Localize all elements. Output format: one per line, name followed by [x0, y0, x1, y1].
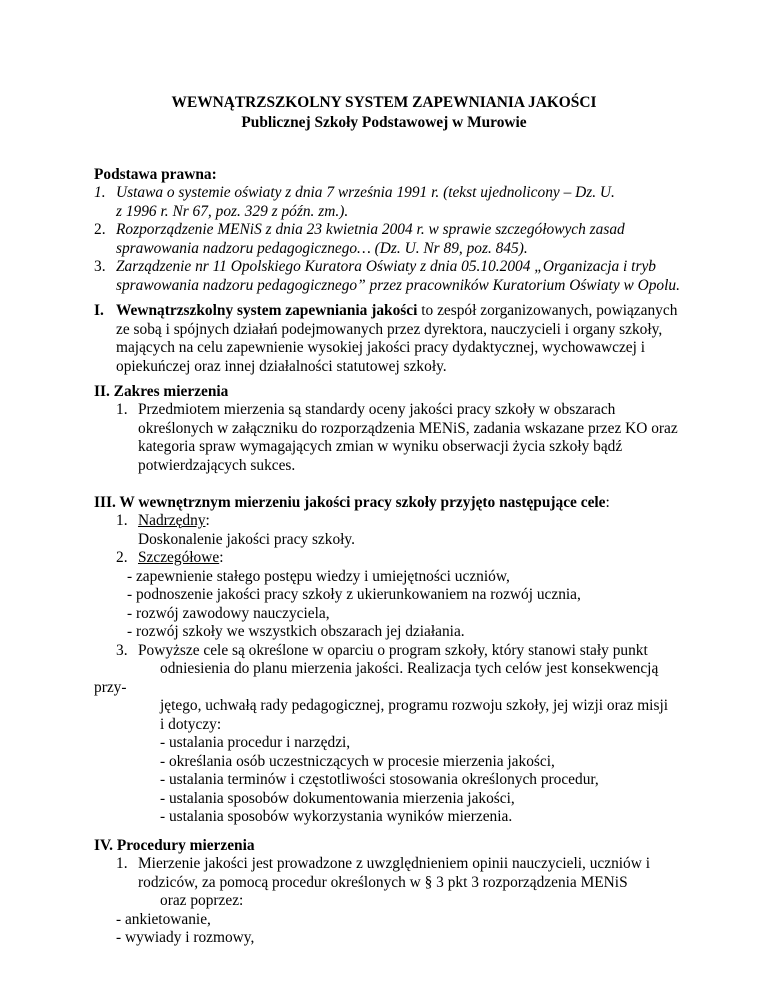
goal-2-list-item: - rozwój szkoły we wszystkich obszarach jej działania. — [127, 623, 465, 640]
goal-3-list-item: - ustalania procedur i narzędzi, — [160, 734, 351, 751]
section-2-text: określonych w załączniku do rozporządzenia MENiS, zadania wskazane przez KO oraz — [138, 420, 678, 437]
legal-item-text: sprawowania nadzoru pedagogicznego… (Dz. U. Nr 89, poz. 845). — [116, 240, 528, 257]
goal-2-label: Szczegółowe — [138, 549, 220, 566]
section-2-item-number: 1. — [116, 401, 128, 418]
section-4-item-number: 1. — [116, 855, 128, 872]
goal-2-list-item: - zapewnienie stałego postępu wiedzy i umiejętności uczniów, — [127, 568, 510, 585]
legal-item-text: z 1996 r. Nr 67, poz. 329 z późn. zm.). — [116, 203, 349, 220]
section-1-term: Wewnątrzszkolny system zapewniania jakości — [116, 302, 418, 319]
section-4-heading: IV. Procedury mierzenia — [94, 837, 255, 854]
goal-3-hyphenation: przy- — [94, 679, 127, 696]
legal-item-number: 3. — [94, 258, 106, 275]
section-4-list-item: - wywiady i rozmowy, — [116, 929, 255, 946]
section-3-heading — [94, 494, 610, 513]
section-4-text: rodziców, za pomocą procedur określonych w § 3 pkt 3 rozporządzenia MENiS — [138, 874, 628, 891]
section-1-first-line — [116, 302, 677, 321]
goal-2-label-line — [138, 549, 223, 568]
goal-3-text: i dotyczy: — [160, 716, 222, 733]
goal-1-label-line — [138, 512, 210, 531]
legal-item-number: 2. — [94, 221, 106, 238]
goal-3-text: jętego, uchwałą rady pedagogicznej, programu rozwoju szkoły, jej wizji oraz misji — [160, 697, 669, 714]
section-2-text: potwierdzających sukces. — [138, 457, 296, 474]
document-subtitle: Publicznej Szkoły Podstawowej w Murowie — [241, 114, 527, 131]
goal-2-list-item: - rozwój zawodowy nauczyciela, — [127, 605, 330, 622]
goal-3-list-item: - ustalania sposobów dokumentowania mierzenia jakości, — [160, 790, 515, 807]
section-2-text: Przedmiotem mierzenia są standardy oceny jakości pracy szkoły w obszarach — [138, 401, 616, 418]
legal-item-text: Ustawa o systemie oświaty z dnia 7 września 1991 r. (tekst ujednolicony – Dz. U. — [116, 184, 615, 201]
legal-basis-heading: Podstawa prawna: — [94, 166, 217, 183]
goal-1-label: Nadrzędny — [138, 512, 206, 529]
section-1-text: ze sobą i spójnych działań podejmowanych przez dyrektora, nauczycieli i organy szkoły, — [116, 321, 663, 338]
document-title: WEWNĄTRZSZKOLNY SYSTEM ZAPEWNIANIA JAKOŚCI — [171, 94, 597, 111]
goal-2-number: 2. — [116, 549, 128, 566]
goal-3-list-item: - określania osób uczestniczących w procesie mierzenia jakości, — [160, 753, 555, 770]
goal-3-list-item: - ustalania sposobów wykorzystania wyników mierzenia. — [160, 808, 513, 825]
goal-1-text: Doskonalenie jakości pracy szkoły. — [138, 531, 355, 548]
goal-3-list-item: - ustalania terminów i częstotliwości stosowania określonych procedur, — [160, 771, 599, 788]
section-2-heading: II. Zakres mierzenia — [94, 383, 229, 400]
section-3-heading-text: III. W wewnętrznym mierzeniu jakości pracy szkoły przyjęto następujące cele — [94, 494, 606, 511]
section-1-text: opiekuńczej oraz innej działalności statutowej szkoły. — [116, 358, 447, 375]
goal-3-number: 3. — [116, 642, 128, 659]
legal-item-text: Zarządzenie nr 11 Opolskiego Kuratora Oświaty z dnia 05.10.2004 „Organizacja i tryb — [116, 258, 656, 275]
legal-item-text: sprawowania nadzoru pedagogicznego” przez pracowników Kuratorium Oświaty w Opolu. — [116, 277, 680, 294]
section-4-list-item: - ankietowanie, — [116, 911, 211, 928]
legal-item-text: Rozporządzenie MENiS z dnia 23 kwietnia 2004 r. w sprawie szczegółowych zasad — [116, 221, 625, 238]
section-4-text: oraz poprzez: — [160, 892, 244, 909]
goal-1-number: 1. — [116, 512, 128, 529]
section-3-heading-colon: : — [605, 494, 610, 511]
goal-2-list-item: - podnoszenie jakości pracy szkoły z ukierunkowaniem na rozwój ucznia, — [127, 586, 581, 603]
goal-2-colon: : — [219, 549, 224, 566]
goal-1-colon: : — [205, 512, 210, 529]
section-1-text: to zespół zorganizowanych, powiązanych — [417, 302, 678, 319]
goal-3-text: Powyższe cele są określone w oparciu o program szkoły, który stanowi stały punkt — [138, 642, 648, 659]
section-1-number: I. — [94, 302, 104, 319]
section-1-text: mających na celu zapewnienie wysokiej jakości pracy dydaktycznej, wychowawczej i — [116, 339, 646, 356]
section-2-text: kategoria spraw wymagających zmian w wyniku obserwacji życia szkoły bądź — [138, 438, 623, 455]
legal-item-number: 1. — [94, 184, 106, 201]
goal-3-text: odniesienia do planu mierzenia jakości. Realizacja tych celów jest konsekwencją — [160, 660, 659, 677]
section-4-text: Mierzenie jakości jest prowadzone z uwzględnieniem opinii nauczycieli, uczniów i — [138, 855, 650, 872]
